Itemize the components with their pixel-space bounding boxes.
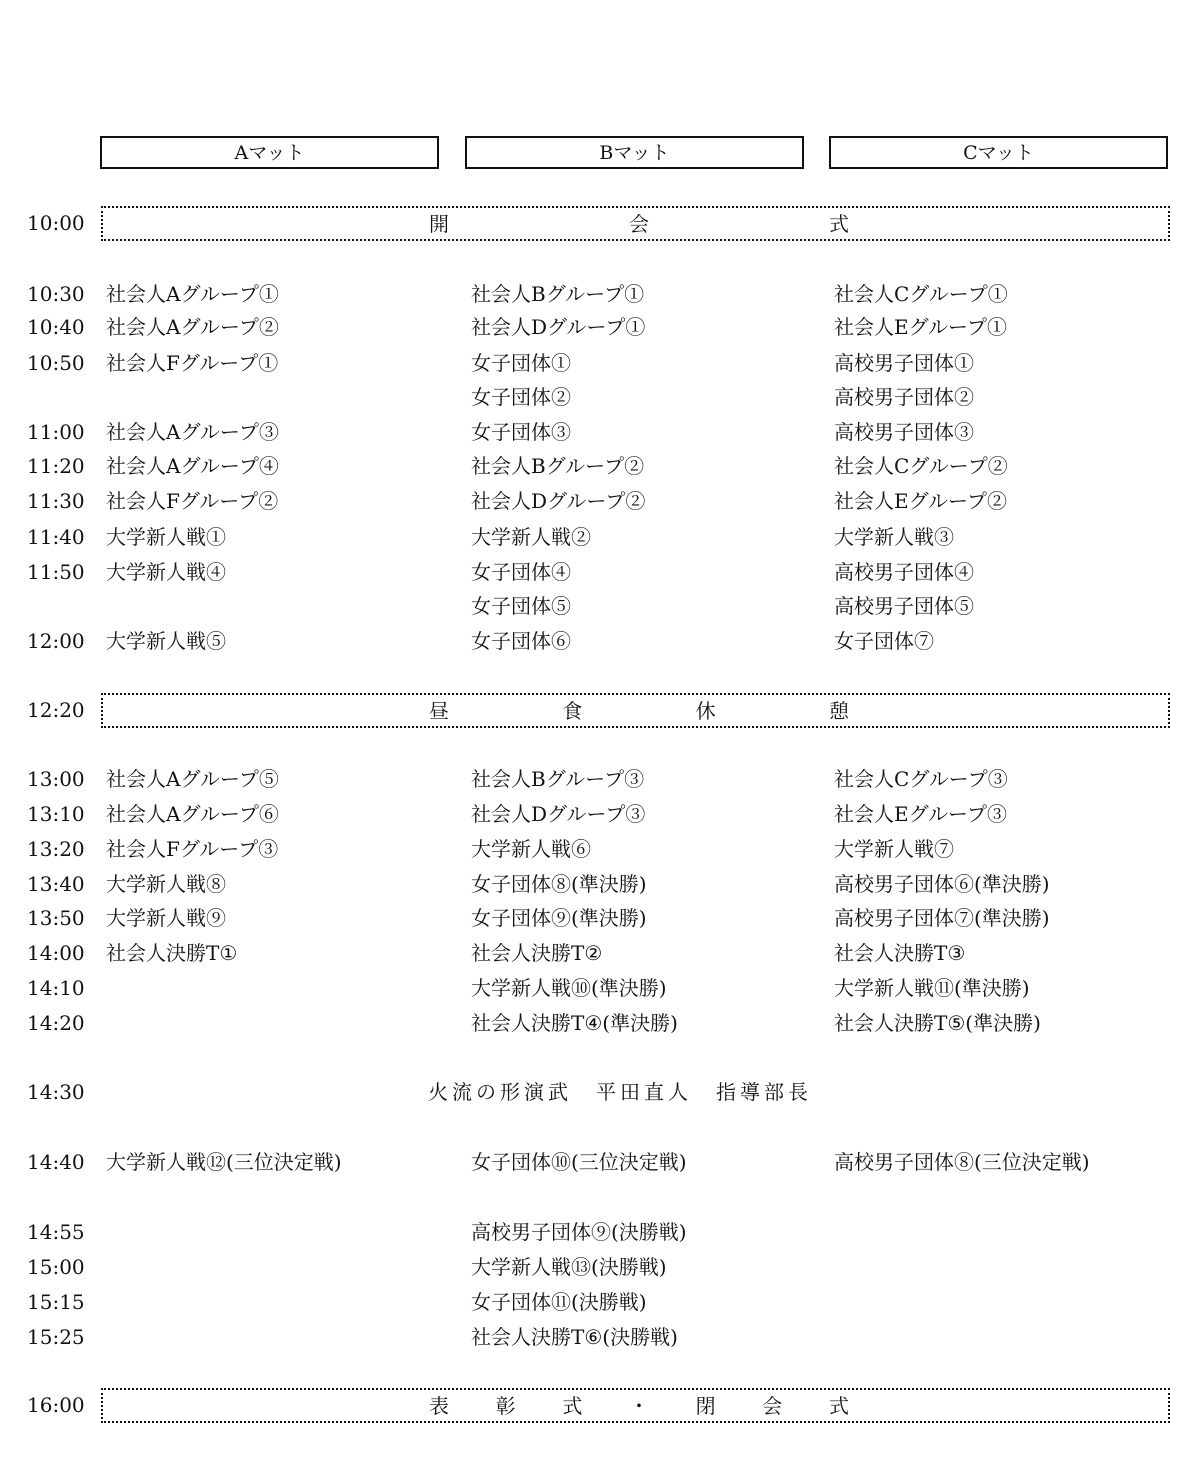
mat-b-match: 女子団体② [471,385,571,409]
mat-c-match: 大学新人戦⑦ [834,837,954,861]
mat-b-match: 社会人Dグループ③ [471,802,646,826]
row-time: 15:15 [27,1290,85,1314]
banner-char: 食 [562,699,583,723]
row-time: 14:40 [27,1150,85,1174]
mat-b-match: 女子団体⑥ [471,629,571,653]
row-time: 14:55 [27,1220,85,1244]
banner-char: 式 [828,1394,849,1418]
row-time: 11:20 [27,454,85,478]
mat-b-match: 大学新人戦⑩(準決勝) [471,976,667,1000]
row-time: 11:50 [27,560,85,584]
mat-a-match: 社会人Aグループ④ [106,454,279,478]
mat-a-match: 大学新人戦⑫(三位決定戦) [106,1150,342,1174]
mat-c-match: 高校男子団体② [834,385,974,409]
row-time: 13:50 [27,906,85,930]
mat-a-match: 社会人Aグループ③ [106,420,279,444]
mat-b-match: 社会人決勝T⑥(決勝戦) [471,1325,678,1349]
banner-char: 表 [429,1394,449,1418]
header-mat-b: Bマット [465,136,804,169]
mat-a-match: 大学新人戦⑧ [106,872,226,896]
mat-c-match: 高校男子団体⑥(準決勝) [834,872,1050,896]
row-time: 13:00 [27,767,85,791]
banner-text [429,211,849,237]
row-time: 11:00 [27,420,85,444]
special-time: 14:30 [27,1080,85,1104]
row-time: 13:20 [27,837,85,861]
banner-text [429,1393,849,1419]
mat-b-match: 社会人Bグループ② [471,454,645,478]
row-time: 11:30 [27,489,85,513]
mat-a-match: 社会人Aグループ⑥ [106,802,279,826]
mat-b-match: 社会人Bグループ① [471,282,645,306]
header-mat-a: Aマット [100,136,439,169]
mat-c-match: 高校男子団体④ [834,560,974,584]
mat-b-match: 女子団体⑨(準決勝) [471,906,647,930]
row-time: 10:40 [27,315,85,339]
mat-a-match: 大学新人戦⑨ [106,906,226,930]
banner-0 [101,206,1170,241]
banner-char: 式 [562,1394,583,1418]
mat-b-match: 女子団体⑪(決勝戦) [471,1290,647,1314]
banner-char: 閉 [695,1394,716,1418]
banner-char: 休 [695,699,716,723]
mat-c-match: 高校男子団体⑤ [834,594,974,618]
row-time: 13:10 [27,802,85,826]
mat-a-match: 社会人Fグループ① [106,351,279,375]
mat-b-match: 女子団体⑩(三位決定戦) [471,1150,687,1174]
mat-a-match: 大学新人戦④ [106,560,226,584]
mat-b-match: 女子団体④ [471,560,571,584]
mat-c-match: 社会人決勝T③ [834,941,966,965]
banner-char: 憩 [828,699,849,723]
mat-b-match: 女子団体③ [471,420,571,444]
mat-b-match: 社会人Bグループ③ [471,767,645,791]
mat-a-match: 社会人Fグループ② [106,489,279,513]
banner-time: 16:00 [27,1393,85,1417]
mat-c-match: 高校男子団体⑧(三位決定戦) [834,1150,1090,1174]
mat-c-match: 社会人Cグループ③ [834,767,1008,791]
row-time: 13:40 [27,872,85,896]
mat-a-match: 社会人Aグループ⑤ [106,767,279,791]
mat-c-match: 社会人Eグループ③ [834,802,1007,826]
mat-a-match: 大学新人戦① [106,525,226,549]
mat-c-match: 社会人決勝T⑤(準決勝) [834,1011,1041,1035]
row-time: 14:00 [27,941,85,965]
mat-b-match: 大学新人戦② [471,525,591,549]
mat-b-match: 高校男子団体⑨(決勝戦) [471,1220,687,1244]
special-event: 火流の形演武 平田直人 指導部長 [428,1080,812,1104]
mat-a-match: 社会人Aグループ② [106,315,279,339]
banner-char: 開 [429,212,449,236]
mat-b-match: 女子団体⑤ [471,594,571,618]
banner-char: 会 [762,1394,783,1418]
mat-a-match: 大学新人戦⑤ [106,629,226,653]
banner-2 [101,1388,1170,1423]
mat-b-match: 女子団体① [471,351,571,375]
row-time: 14:10 [27,976,85,1000]
banner-char: ・ [628,1394,649,1418]
mat-c-match: 大学新人戦⑪(準決勝) [834,976,1030,1000]
banner-char: 式 [829,212,849,236]
mat-c-match: 社会人Cグループ① [834,282,1008,306]
mat-c-match: 社会人Eグループ② [834,489,1007,513]
row-time: 14:20 [27,1011,85,1035]
mat-b-match: 社会人決勝T② [471,941,603,965]
mat-c-match: 大学新人戦③ [834,525,954,549]
mat-b-match: 社会人Dグループ① [471,315,646,339]
mat-b-match: 大学新人戦⑥ [471,837,591,861]
header-mat-c: Cマット [829,136,1168,169]
mat-c-match: 社会人Cグループ② [834,454,1008,478]
banner-char: 彰 [495,1394,516,1418]
banner-1 [101,693,1170,728]
row-time: 15:00 [27,1255,85,1279]
mat-b-match: 女子団体⑧(準決勝) [471,872,647,896]
mat-c-match: 社会人Eグループ① [834,315,1007,339]
row-time: 12:00 [27,629,85,653]
row-time: 11:40 [27,525,85,549]
mat-c-match: 高校男子団体③ [834,420,974,444]
banner-time: 10:00 [27,211,85,235]
row-time: 10:30 [27,282,85,306]
row-time: 15:25 [27,1325,85,1349]
mat-c-match: 高校男子団体⑦(準決勝) [834,906,1050,930]
mat-a-match: 社会人決勝T① [106,941,238,965]
banner-time: 12:20 [27,698,85,722]
row-time: 10:50 [27,351,85,375]
mat-c-match: 女子団体⑦ [834,629,934,653]
mat-c-match: 高校男子団体① [834,351,974,375]
mat-b-match: 社会人Dグループ② [471,489,646,513]
mat-a-match: 社会人Fグループ③ [106,837,279,861]
mat-a-match: 社会人Aグループ① [106,282,279,306]
banner-text [429,698,849,724]
mat-b-match: 社会人決勝T④(準決勝) [471,1011,678,1035]
banner-char: 会 [629,212,649,236]
banner-char: 昼 [429,699,449,723]
mat-b-match: 大学新人戦⑬(決勝戦) [471,1255,667,1279]
